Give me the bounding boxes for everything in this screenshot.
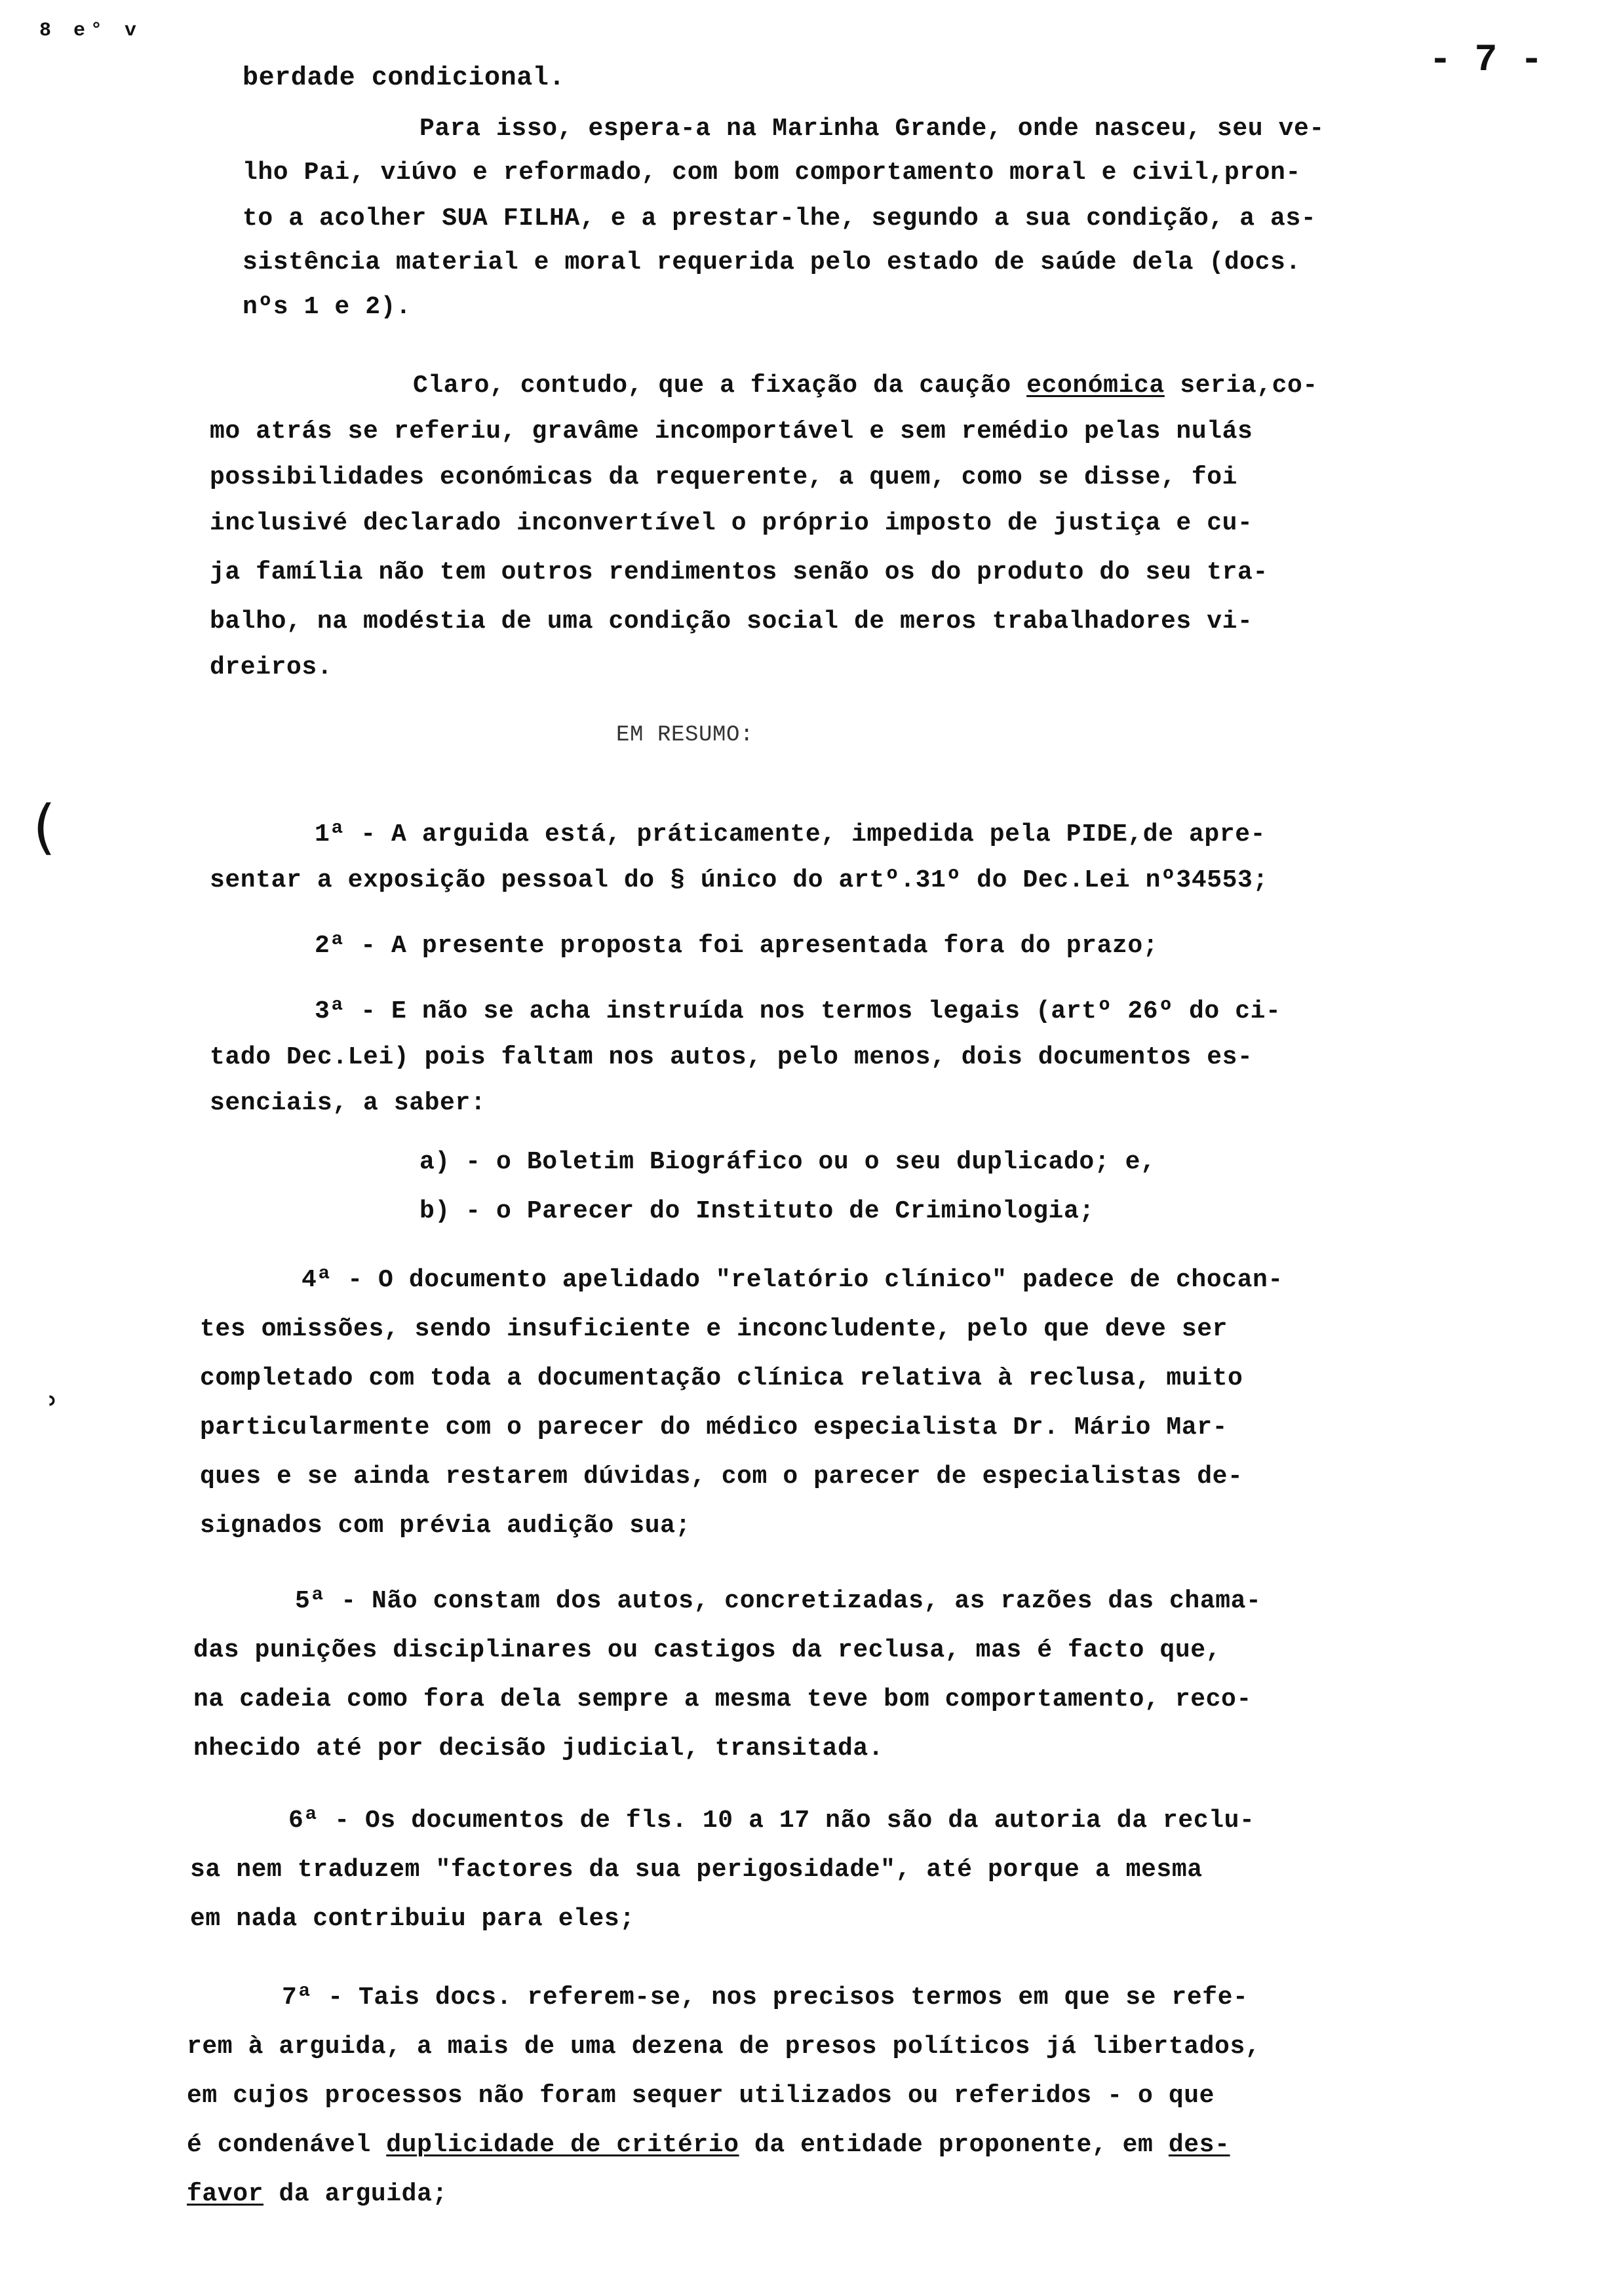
text-line: nhecido até por decisão judicial, transitada. [193,1734,884,1763]
text-line: particularmente com o parecer do médico especialista Dr. Mário Mar- [200,1413,1228,1442]
text-line: b) - o Parecer do Instituto de Criminologia; [419,1197,1095,1225]
text-line: inclusivé declarado inconvertível o próprio imposto de justiça e cu- [210,509,1253,537]
text-line [187,2182,448,2207]
margin-hook-mark: ʾ [47,1389,60,1435]
text-segment: da arguida; [279,2180,448,2208]
text-segment: é condenável [187,2131,371,2159]
text-line: em nada contribuiu para eles; [190,1905,635,1933]
text-line: signados com prévia audição sua; [200,1512,691,1540]
text-line: tes omissões, sendo insuficiente e inconcludente, pelo que deve ser [200,1315,1228,1343]
text-segment: Claro, contudo, que a fixação da caução [413,372,1011,400]
text-line: berdade condicional. [243,64,566,93]
text-line: 3ª - E não se acha instruída nos termos legais (artº 26º do ci- [315,997,1281,1025]
text-line: sentar a exposição pessoal do § único do artº.31º do Dec.Lei nº34553; [210,866,1268,894]
text-line: 4ª - O documento apelidado "relatório clínico" padece de chocan- [302,1266,1283,1294]
text-line: senciais, a saber: [210,1089,486,1117]
text-line: nºs 1 e 2). [243,293,412,321]
text-line: mo atrás se referiu, gravâme incomportável e sem remédio pelas nulás [210,417,1253,446]
text-line: Para isso, espera-a na Marinha Grande, onde nasceu, seu ve- [419,115,1325,143]
text-segment: seria,co- [1180,372,1318,400]
underlined-term: económica [1026,372,1165,400]
text-line: completado com toda a documentação clínica relativa à reclusa, muito [200,1364,1243,1392]
text-segment: da entidade proponente, em [754,2131,1154,2159]
corner-mark: 8 e° v [39,20,142,42]
text-line: sistência material e moral requerida pelo estado de saúde dela (docs. [243,248,1301,277]
text-line: na cadeia como fora dela sempre a mesma teve bom comportamento, reco- [193,1685,1252,1713]
text-line: 5ª - Não constam dos autos, concretizadas, as razões das chama- [295,1587,1262,1615]
margin-paren-mark: ( [33,793,56,862]
text-line: to a acolher SUA FILHA, e a prestar-lhe, segundo a sua condição, a as- [243,204,1317,233]
text-line: das punições disciplinares ou castigos da reclusa, mas é facto que, [193,1636,1222,1664]
text-line: 2ª - A presente proposta foi apresentada fora do prazo; [315,932,1159,960]
text-line: a) - o Boletim Biográfico ou o seu duplicado; e, [419,1148,1156,1176]
section-heading: EM RESUMO: [616,723,754,748]
underlined-term: favor [187,2180,264,2208]
text-line: dreiros. [210,653,333,681]
text-line: em cujos processos não foram sequer utilizados ou referidos - o que [187,2082,1215,2110]
text-line: 1ª - A arguida está, práticamente, impedida pela PIDE,de apre- [315,820,1266,849]
text-line [187,2133,1230,2158]
text-line: ques e se ainda restarem dúvidas, com o parecer de especialistas de- [200,1463,1243,1491]
underlined-term: duplicidade de critério [386,2131,739,2159]
text-line: lho Pai, viúvo e reformado, com bom comportamento moral e civil,pron- [243,159,1301,187]
page-number: - 7 - [1429,39,1544,82]
text-line: sa nem traduzem "factores da sua perigosidade", até porque a mesma [190,1856,1203,1884]
underlined-term: des- [1168,2131,1230,2159]
text-line: rem à arguida, a mais de uma dezena de presos políticos já libertados, [187,2033,1261,2061]
text-line: ja família não tem outros rendimentos senão os do produto do seu tra- [210,558,1268,586]
text-line: balho, na modéstia de uma condição social de meros trabalhadores vi- [210,607,1253,636]
text-line: 6ª - Os documentos de fls. 10 a 17 não são da autoria da reclu- [288,1807,1255,1835]
text-line: possibilidades económicas da requerente, a quem, como se disse, foi [210,463,1238,491]
text-line: 7ª - Tais docs. referem-se, nos precisos termos em que se refe- [282,1983,1249,2012]
text-line: tado Dec.Lei) pois faltam nos autos, pelo menos, dois documentos es- [210,1043,1253,1071]
text-line [413,373,1318,398]
